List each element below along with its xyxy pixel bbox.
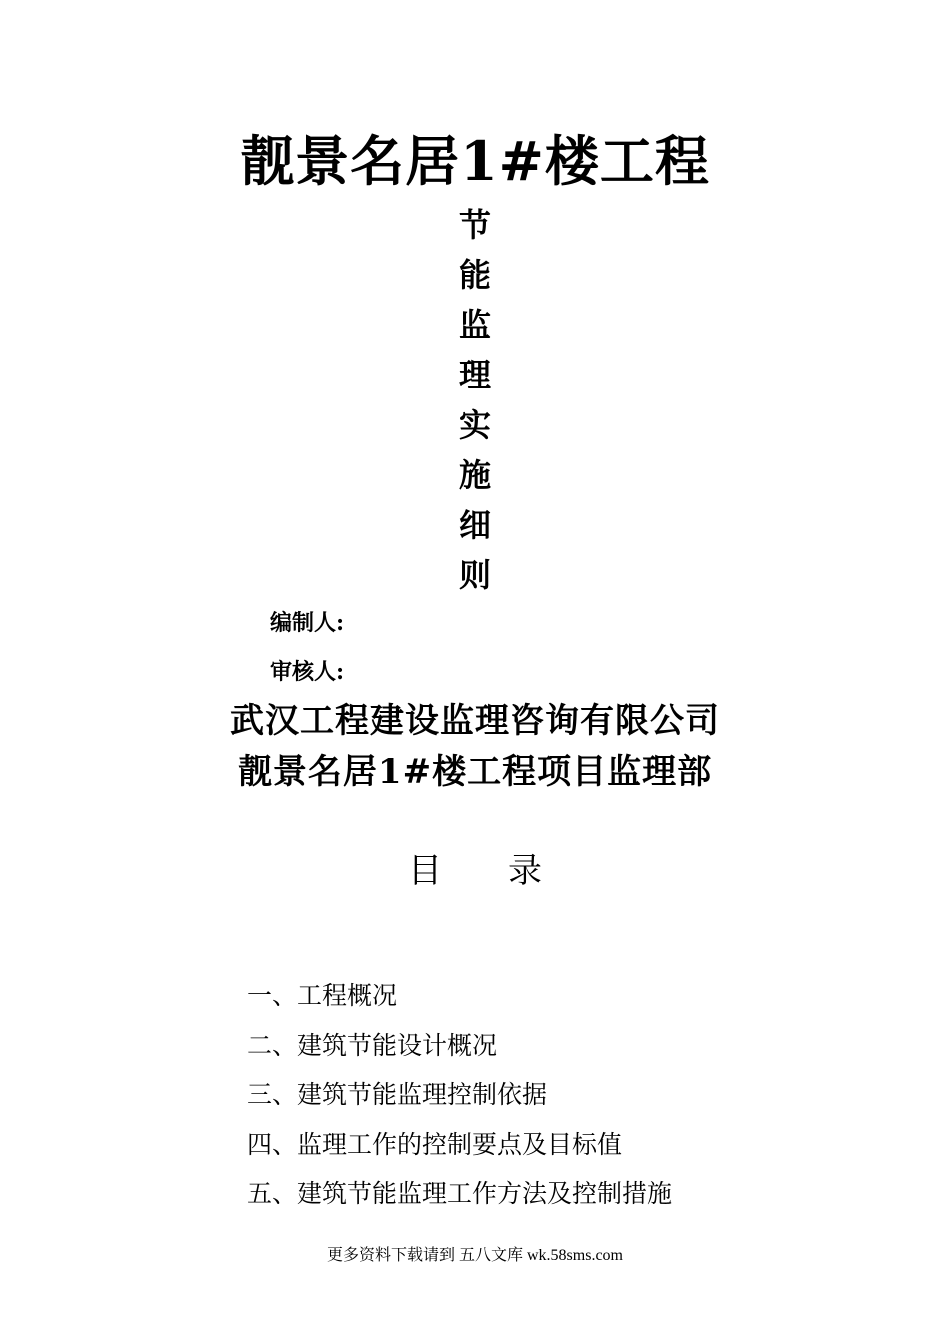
document-title: 靓景名居1#楼工程 bbox=[240, 129, 710, 193]
toc-item: 四、监理工作的控制要点及目标值 bbox=[247, 1129, 623, 1159]
company-name: 武汉工程建设监理咨询有限公司 bbox=[230, 701, 720, 741]
subtitle-char: 监 bbox=[458, 306, 491, 344]
subtitle-char: 则 bbox=[458, 556, 491, 594]
toc-heading-right: 录 bbox=[508, 851, 542, 891]
subtitle-char: 施 bbox=[458, 456, 491, 494]
toc-item: 三、建筑节能监理控制依据 bbox=[247, 1080, 548, 1109]
subtitle-char: 节 bbox=[458, 206, 491, 244]
toc-item: 一、工程概况 bbox=[247, 981, 398, 1010]
subtitle-char: 理 bbox=[458, 356, 491, 394]
reviewer-label: 审核人: bbox=[270, 659, 345, 685]
toc-heading-left: 目 bbox=[408, 851, 442, 891]
vertical-subtitle bbox=[455, 200, 495, 600]
page-footer: 更多资料下载请到 五八文库 wk.58sms.com bbox=[326, 1247, 623, 1264]
table-of-contents bbox=[247, 978, 672, 1226]
subtitle-char: 实 bbox=[458, 406, 491, 444]
toc-item: 五、建筑节能监理工作方法及控制措施 bbox=[247, 1179, 673, 1208]
subtitle-char: 细 bbox=[458, 506, 491, 544]
compiler-label: 编制人: bbox=[270, 610, 345, 636]
department-name: 靓景名居1#楼工程项目监理部 bbox=[237, 752, 713, 792]
toc-item: 二、建筑节能设计概况 bbox=[247, 1030, 498, 1060]
subtitle-char: 能 bbox=[458, 256, 491, 294]
toc-heading bbox=[0, 846, 950, 896]
